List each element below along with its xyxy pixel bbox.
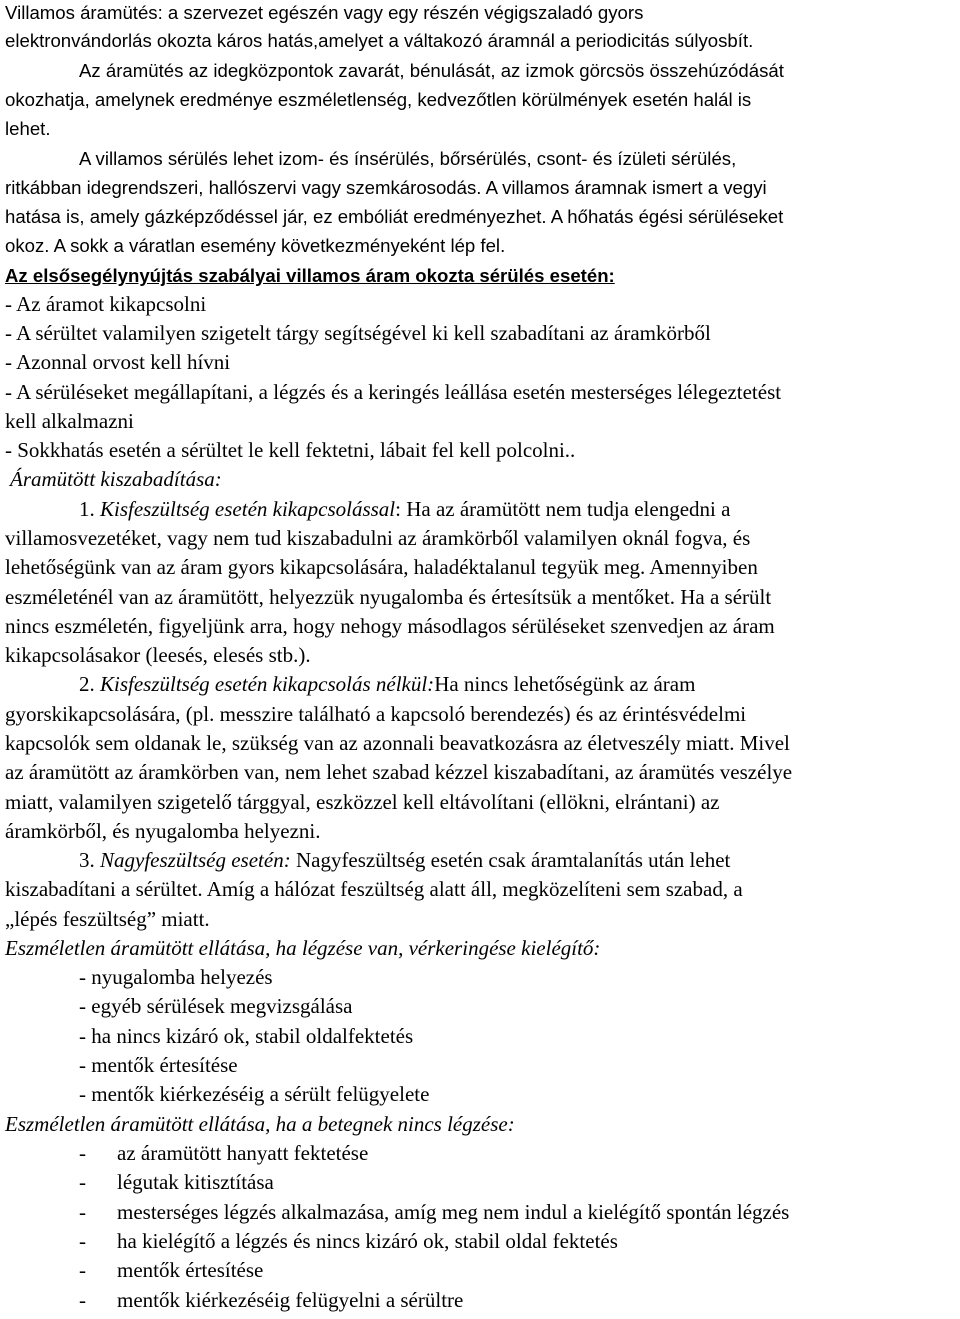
rescue-point-2-title: Kisfeszültség esetén kikapcsolás nélkül: bbox=[100, 672, 435, 696]
care2-item-text: mesterséges légzés alkalmazása, amíg meg nem indul a kielégítő spontán légzés bbox=[117, 1200, 790, 1224]
rescue-heading: Áramütött kiszabadítása: bbox=[10, 467, 222, 491]
care2-item bbox=[79, 1139, 368, 1168]
care2-item bbox=[79, 1256, 263, 1285]
list-dash: - bbox=[79, 1170, 86, 1194]
intro-line-1: Villamos áramütés: a szervezet egészén vagy egy részén végigszaladó gyors bbox=[5, 2, 644, 23]
rule-5: - Sokkhatás esetén a sérültet le kell fektetni, lábait fel kell polcolni.. bbox=[5, 438, 576, 462]
rescue-point-3-line-2: kiszabadítani a sérültet. Amíg a hálózat feszültség alatt áll, megközelíteni sem szabad, a bbox=[5, 877, 743, 901]
rescue-point-1-text: : Ha az áramütött nem tudja elengedni a bbox=[395, 497, 731, 521]
rescue-point-1-line-4: eszméleténél van az áramütött, helyezzük nyugalomba és értesítsük a mentőket. Ha a sérült bbox=[5, 585, 772, 609]
care2-heading: Eszméletlen áramütött ellátása, ha a betegnek nincs légzése: bbox=[5, 1112, 515, 1136]
rule-2: - A sérültet valamilyen szigetelt tárgy segítségével ki kell szabadítani az áramkörből bbox=[5, 321, 711, 345]
rescue-point-1-line-6: kikapcsolásakor (leesés, elesés stb.). bbox=[5, 643, 311, 667]
care1-item: - mentők kiérkezéséig a sérült felügyelete bbox=[79, 1082, 430, 1106]
intro-line-3: Az áramütés az idegközpontok zavarát, bénulását, az izmok görcsös összehúzódását bbox=[79, 60, 784, 81]
list-dash: - bbox=[79, 1258, 86, 1282]
rescue-point-1-number: 1. bbox=[79, 497, 95, 521]
care2-item bbox=[79, 1286, 463, 1315]
rescue-point-2-text: Ha nincs lehetőségünk az áram bbox=[434, 672, 696, 696]
rescue-point-1-title: Kisfeszültség esetén kikapcsolással bbox=[100, 497, 396, 521]
list-dash: - bbox=[79, 1200, 86, 1224]
rescue-point-2-line-4: az áramütött az áramkörben van, nem lehet szabad kézzel kiszabadítani, az áramütés veszélye bbox=[5, 760, 793, 784]
rescue-point-1-line-1 bbox=[79, 495, 730, 524]
rescue-point-3-text: Nagyfeszültség esetén csak áramtalanítás után lehet bbox=[290, 848, 731, 872]
rescue-point-2-line-6: áramkörből, és nyugalomba helyezni. bbox=[5, 819, 321, 843]
intro-line-2: elektronvándorlás okozta káros hatás,amelyet a váltakozó áramnál a periodicitás súlyosbít. bbox=[5, 30, 754, 51]
care2-item-text: ha kielégítő a légzés és nincs kizáró ok, stabil oldal fektetés bbox=[117, 1229, 618, 1253]
care2-item-text: az áramütött hanyatt fektetése bbox=[117, 1141, 369, 1165]
rules-heading: Az elsősegélynyújtás szabályai villamos áram okozta sérülés esetén: bbox=[5, 265, 615, 286]
intro-line-4: okozhatja, amelynek eredménye eszméletlenség, kedvezőtlen körülmények esetén halál is bbox=[5, 89, 752, 110]
intro-line-7: ritkábban idegrendszeri, hallószervi vagy szemkárosodás. A villamos áramnak ismert a vegyi bbox=[5, 177, 767, 198]
rescue-point-3-title: Nagyfeszültség esetén: bbox=[100, 848, 291, 872]
rescue-point-3-number: 3. bbox=[79, 848, 95, 872]
rescue-point-2-line-5: miatt, valamilyen szigetelő tárggyal, eszközzel kell eltávolítani (ellökni, elrántani) az bbox=[5, 790, 720, 814]
care2-item-text: légutak kitisztítása bbox=[117, 1170, 274, 1194]
intro-line-8: hatása is, amely gázképződéssel jár, ez embóliát eredményezhet. A hőhatás égési sérüléseket bbox=[5, 206, 784, 227]
rescue-point-2-number: 2. bbox=[79, 672, 95, 696]
list-dash: - bbox=[79, 1288, 86, 1312]
rule-1: - Az áramot kikapcsolni bbox=[5, 292, 207, 316]
intro-line-5: lehet. bbox=[5, 118, 51, 139]
rescue-point-1-line-2: villamosvezetéket, vagy nem tud kiszabadulni az áramkörből valamilyen oknál fogva, és bbox=[5, 526, 751, 550]
care2-item-text: mentők kiérkezéséig felügyelni a sérültre bbox=[117, 1288, 464, 1312]
list-dash: - bbox=[79, 1229, 86, 1253]
rule-3: - Azonnal orvost kell hívni bbox=[5, 350, 231, 374]
rescue-point-1-line-5: nincs eszméletén, figyeljünk arra, hogy nehogy másodlagos sérüléseket szenvedjen az áram bbox=[5, 614, 775, 638]
rule-4-line-2: kell alkalmazni bbox=[5, 409, 134, 433]
rescue-point-3-line-1 bbox=[79, 846, 730, 875]
care2-item bbox=[79, 1198, 789, 1227]
rescue-point-2-line-3: kapcsolók sem oldanak le, szükség van az azonnali beavatkozásra az életveszély miatt. Mivel bbox=[5, 731, 790, 755]
care1-heading: Eszméletlen áramütött ellátása, ha légzése van, vérkeringése kielégítő: bbox=[5, 936, 601, 960]
care1-item: - nyugalomba helyezés bbox=[79, 965, 273, 989]
rescue-point-2-line-1 bbox=[79, 670, 695, 699]
care1-item: - egyéb sérülések megvizsgálása bbox=[79, 994, 353, 1018]
rule-4-line-1: - A sérüléseket megállapítani, a légzés és a keringés leállása esetén mesterséges lélegeztetést bbox=[5, 380, 782, 404]
care1-item: - mentők értesítése bbox=[79, 1053, 238, 1077]
rescue-point-3-line-3: „lépés feszültség” miatt. bbox=[5, 907, 210, 931]
care1-item: - ha nincs kizáró ok, stabil oldalfektetés bbox=[79, 1024, 414, 1048]
rescue-point-2-line-2: gyorskikapcsolására, (pl. messzire található a kapcsoló berendezés) és az érintésvédelmi bbox=[5, 702, 747, 726]
care2-item bbox=[79, 1227, 618, 1256]
intro-line-9: okoz. A sokk a váratlan esemény következményeként lép fel. bbox=[5, 235, 506, 256]
rescue-point-1-line-3: lehetőségünk van az áram gyors kikapcsolására, haladéktalanul tegyük meg. Amennyiben bbox=[5, 555, 758, 579]
intro-line-6: A villamos sérülés lehet izom- és ínsérülés, bőrsérülés, csont- és ízületi sérülés, bbox=[79, 148, 737, 169]
care2-item-text: mentők értesítése bbox=[117, 1258, 264, 1282]
list-dash: - bbox=[79, 1141, 86, 1165]
care2-item bbox=[79, 1168, 274, 1197]
